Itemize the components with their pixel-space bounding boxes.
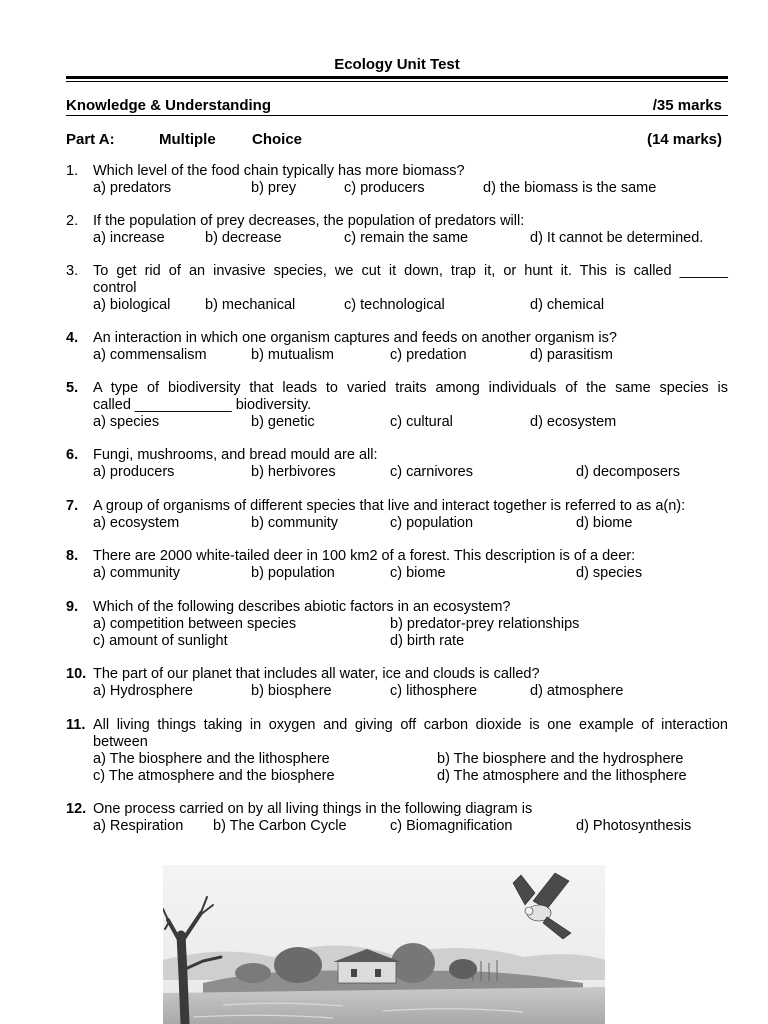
option-c[interactable]: c) remain the same xyxy=(344,230,469,246)
option-c[interactable]: c) amount of sunlight xyxy=(93,633,228,649)
question-stem: There are 2000 white-tailed deer in 100 km2 of a forest. This description is of a deer: xyxy=(93,548,636,564)
option-b[interactable]: b) biosphere xyxy=(251,683,332,699)
option-c[interactable]: c) technological xyxy=(344,297,445,313)
question-number: 5. xyxy=(66,380,79,396)
question-number: 10. xyxy=(66,666,87,682)
question-stem: All living things taking in oxygen and giving off carbon dioxide is one example of interaction xyxy=(93,717,728,733)
option-d[interactable]: d) The atmosphere and the lithosphere xyxy=(437,768,687,784)
option-a[interactable]: a) Respiration xyxy=(93,818,184,834)
question-number: 8. xyxy=(66,548,79,564)
question-number: 11. xyxy=(66,717,86,733)
option-b[interactable]: b) community xyxy=(251,515,339,531)
option-a[interactable]: a) ecosystem xyxy=(93,515,180,531)
part-word-choice: Choice xyxy=(252,131,303,148)
option-c[interactable]: c) predation xyxy=(390,347,467,363)
part-label: Part A: xyxy=(66,131,115,148)
option-d[interactable]: d) ecosystem xyxy=(530,414,617,430)
option-a[interactable]: a) commensalism xyxy=(93,347,207,363)
option-c[interactable]: c) lithosphere xyxy=(390,683,478,699)
part-marks: (14 marks) xyxy=(646,131,722,148)
question-number: 7. xyxy=(66,498,79,514)
question-number: 1. xyxy=(66,163,79,179)
question-stem: To get rid of an invasive species, we cut it down, trap it, or hunt it. This is called ______ xyxy=(93,263,728,279)
option-a[interactable]: a) producers xyxy=(93,464,175,480)
question-stem: Which level of the food chain typically has more biomass? xyxy=(93,163,465,179)
option-a[interactable]: a) biological xyxy=(93,297,171,313)
option-b[interactable]: b) mechanical xyxy=(205,297,296,313)
option-d[interactable]: d) species xyxy=(576,565,643,581)
option-c[interactable]: c) producers xyxy=(344,180,425,196)
question-stem: Which of the following describes abiotic factors in an ecosystem? xyxy=(93,599,511,615)
section-header xyxy=(66,97,728,114)
option-d[interactable]: d) birth rate xyxy=(390,633,465,649)
option-d[interactable]: d) the biomass is the same xyxy=(483,180,657,196)
question-stem: Fungi, mushrooms, and bread mould are all: xyxy=(93,447,378,463)
question-number: 2. xyxy=(66,213,79,229)
title-rule-thin xyxy=(66,81,728,82)
option-c[interactable]: c) Biomagnification xyxy=(390,818,513,834)
section-rule xyxy=(66,115,728,116)
question-number: 3. xyxy=(66,263,79,279)
option-b[interactable]: b) The biosphere and the hydrosphere xyxy=(437,751,684,767)
part-word-multiple: Multiple xyxy=(159,131,216,148)
question-number: 6. xyxy=(66,447,79,463)
option-b[interactable]: b) prey xyxy=(251,180,297,196)
question-stem: One process carried on by all living things in the following diagram is xyxy=(93,801,533,817)
option-a[interactable]: a) competition between species xyxy=(93,616,297,632)
option-a[interactable]: a) species xyxy=(93,414,160,430)
option-b[interactable]: b) predator-prey relationships xyxy=(390,616,580,632)
option-d[interactable]: d) Photosynthesis xyxy=(576,818,692,834)
question-stem: A group of organisms of different species that live and interact together is referred to as a(n): xyxy=(93,498,686,514)
title-rule-thick xyxy=(66,76,728,79)
question-number: 4. xyxy=(66,330,79,346)
option-a[interactable]: a) Hydrosphere xyxy=(93,683,193,699)
question-stem-continued: control xyxy=(93,280,137,296)
question-stem: The part of our planet that includes all water, ice and clouds is called? xyxy=(93,666,540,682)
question-number: 12. xyxy=(66,801,87,817)
option-a[interactable]: a) increase xyxy=(93,230,165,246)
option-d[interactable]: d) decomposers xyxy=(576,464,680,480)
section-label: Knowledge & Understanding xyxy=(66,97,272,114)
option-c[interactable]: c) The atmosphere and the biosphere xyxy=(93,768,335,784)
question-stem-continued: called ____________ biodiversity. xyxy=(93,397,312,413)
option-b[interactable]: b) population xyxy=(251,565,335,581)
option-b[interactable]: b) mutualism xyxy=(251,347,334,363)
option-b[interactable]: b) decrease xyxy=(205,230,282,246)
question-stem: An interaction in which one organism captures and feeds on another organism is? xyxy=(93,330,617,346)
option-d[interactable]: d) parasitism xyxy=(530,347,613,363)
option-a[interactable]: a) predators xyxy=(93,180,172,196)
option-b[interactable]: b) genetic xyxy=(251,414,315,430)
option-c[interactable]: c) cultural xyxy=(390,414,453,430)
option-d[interactable]: d) atmosphere xyxy=(530,683,624,699)
option-d[interactable]: d) biome xyxy=(576,515,633,531)
option-d[interactable]: d) chemical xyxy=(530,297,605,313)
option-d[interactable]: d) It cannot be determined. xyxy=(530,230,704,246)
question-stem: A type of biodiversity that leads to varied traits among individuals of the same species is xyxy=(93,380,728,396)
section-marks: /35 marks xyxy=(652,97,722,114)
question-number: 9. xyxy=(66,599,79,615)
option-b[interactable]: b) The Carbon Cycle xyxy=(213,818,347,834)
option-c[interactable]: c) biome xyxy=(390,565,446,581)
question-stem-continued: between xyxy=(93,734,148,750)
option-a[interactable]: a) The biosphere and the lithosphere xyxy=(93,751,330,767)
page-title: Ecology Unit Test xyxy=(334,56,460,73)
option-a[interactable]: a) community xyxy=(93,565,181,581)
option-c[interactable]: c) carnivores xyxy=(390,464,473,480)
option-b[interactable]: b) herbivores xyxy=(251,464,336,480)
question-stem: If the population of prey decreases, the population of predators will: xyxy=(93,213,525,229)
option-c[interactable]: c) population xyxy=(390,515,474,531)
ecosystem-illustration xyxy=(163,865,605,1024)
